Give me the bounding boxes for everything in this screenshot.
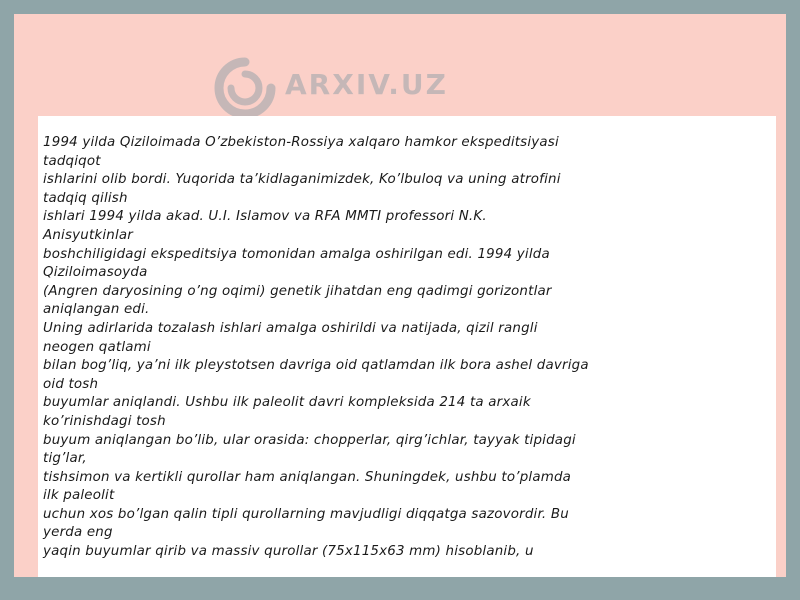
text-line: neogen qatlami (43, 339, 151, 355)
text-line: Qiziloimasoyda (43, 265, 148, 281)
bottom-strip (14, 577, 786, 600)
text-line: (Angren daryosining o’ng oqimi) genetik jihatdan eng qadimgi gorizontlar (43, 283, 552, 299)
text-line: bilan bog’liq, ya’ni ilk pleystotsen davriga oid qatlamdan ilk bora ashel davriga (43, 358, 589, 374)
text-line: tadqiqot (43, 153, 101, 169)
text-line: aniqlangan edi. (43, 302, 150, 318)
text-line: Uning adirlarida tozalash ishlari amalga oshirildi va natijada, qizil rangli (43, 320, 538, 336)
document-paragraph (38, 116, 776, 562)
text-line: tishsimon va kertikli qurollar ham aniqlangan. Shuningdek, ushbu to’plamda (43, 469, 572, 485)
text-line: uchun xos bo’lgan qalin tipli qurollarning mavjudligi diqqatga sazovordir. Bu (43, 506, 569, 522)
text-line: ishlari 1994 yilda akad. U.I. Islamov va RFA MMTI professori N.K. (43, 209, 487, 225)
text-line: Anisyutkinlar (43, 227, 133, 243)
text-line: boshchiligidagi ekspeditsiya tomonidan amalga oshirilgan edi. 1994 yilda (43, 246, 550, 262)
text-line: ko’rinishdagi tosh (43, 413, 166, 429)
document-text-box (38, 116, 776, 600)
watermark-text: ARXIV.UZ (285, 68, 448, 101)
text-line: oid tosh (43, 376, 99, 392)
text-line: yerda eng (43, 525, 113, 541)
text-line: 1994 yilda Qiziloimada O’zbekiston-Rossiya xalqaro hamkor ekspeditsiyasi (43, 135, 559, 150)
slide-background (14, 14, 786, 600)
text-line: ishlarini olib bordi. Yuqorida ta’kidlaganimizdek, Ko’lbuloq va uning atrofini (43, 172, 561, 188)
text-line: buyumlar aniqlandi. Ushbu ilk paleolit davri kompleksida 214 ta arxaik (43, 395, 531, 411)
text-line: tadqiq qilish (43, 190, 128, 206)
text-line: tig’lar, (43, 451, 87, 467)
text-line: yaqin buyumlar qirib va massiv qurollar (75x115x63 mm) hisoblanib, u (43, 544, 534, 560)
text-line: ilk paleolit (43, 488, 115, 504)
text-line: buyum aniqlangan bo’lib, ular orasida: chopperlar, qirg’ichlar, tayyak tipidagi (43, 432, 576, 448)
